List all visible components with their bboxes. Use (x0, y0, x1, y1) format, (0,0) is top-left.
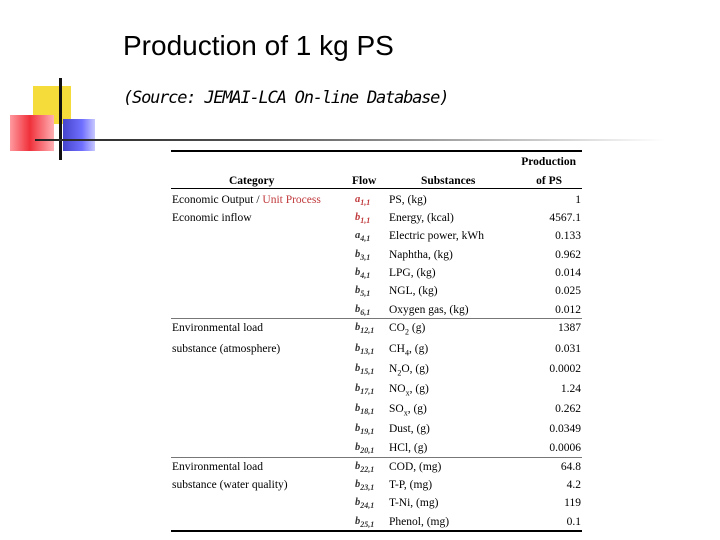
decorative-vertical-line (59, 78, 62, 160)
row-substance-name: NO (389, 383, 406, 395)
row-flow-symbol: b (355, 479, 361, 490)
row-flow-symbol: b (355, 212, 361, 223)
row-substance-subscript: x (403, 408, 408, 418)
row-flow (355, 191, 370, 209)
decorative-horizontal-line (35, 139, 665, 141)
row-flow-symbol: b (355, 249, 361, 260)
row-flow (355, 246, 370, 264)
row-flow (355, 494, 374, 512)
row-category (172, 458, 263, 476)
row-substance-name: CO (389, 322, 405, 334)
row-flow (355, 476, 374, 494)
row-flow (355, 360, 374, 378)
row-substance-name: N (389, 363, 398, 375)
row-flow-index: 6,1 (360, 308, 371, 318)
row-substance-name: NGL, (kg) (389, 285, 438, 297)
row-flow-symbol: a (355, 230, 361, 241)
decorative-red-square (10, 115, 54, 151)
row-substance-name: Naphtha, (kg) (389, 249, 453, 261)
row-flow (355, 209, 370, 227)
row-flow (355, 264, 370, 282)
header-production: Production (521, 156, 576, 168)
row-substance-name: Oxygen gas, (kg) (389, 304, 469, 316)
row-substance (389, 420, 430, 438)
row-category-text: Environmental load (172, 461, 264, 473)
row-flow (355, 340, 374, 358)
row-value: 1387 (558, 322, 581, 334)
row-flow-symbol: b (355, 383, 361, 394)
row-flow-symbol: b (355, 423, 361, 434)
row-flow-index: 4,1 (360, 271, 371, 281)
row-category (172, 319, 263, 337)
row-value: 64.8 (560, 461, 581, 473)
row-substance-name: T-Ni, (mg) (389, 497, 439, 509)
row-flow (355, 400, 374, 418)
row-substance-unit: (g) (408, 322, 426, 334)
slide-title: Production of 1 kg PS (123, 30, 394, 61)
row-substance-name: Phenol, (mg) (389, 516, 450, 528)
row-flow-index: 1,1 (360, 198, 371, 208)
row-substance (389, 227, 484, 245)
row-category-text: substance (atmosphere) (172, 343, 281, 355)
row-flow-symbol: a (355, 194, 361, 205)
row-substance-name: Electric power, kWh (389, 230, 485, 242)
row-flow (355, 513, 374, 531)
row-flow-index: 13,1 (360, 347, 375, 357)
row-flow-index: 5,1 (360, 289, 371, 299)
table-group-rule (171, 318, 582, 319)
row-substance (389, 360, 429, 378)
row-flow-index: 18,1 (360, 407, 375, 417)
row-flow-symbol: b (355, 285, 361, 296)
row-substance-subscript: x (405, 388, 410, 398)
row-substance-name: Dust, (g) (389, 423, 430, 435)
row-substance-name: T-P, (mg) (389, 479, 433, 491)
row-flow-index: 4,1 (360, 234, 371, 244)
row-substance-name: PS, (kg) (389, 194, 427, 206)
row-category-highlight: Unit Process (262, 194, 321, 206)
row-value: 4567.1 (549, 212, 581, 224)
row-flow (355, 301, 370, 319)
row-flow-symbol: b (355, 403, 361, 414)
row-substance (389, 494, 438, 512)
row-value: 1.24 (560, 383, 581, 395)
row-substance (389, 476, 432, 494)
table-header-rule (171, 188, 582, 189)
row-substance-unit: O, (g) (401, 363, 429, 375)
row-value: 0.1 (566, 516, 581, 528)
row-substance (389, 513, 449, 531)
row-flow (355, 439, 374, 457)
row-substance (389, 264, 436, 282)
row-flow-symbol: b (355, 516, 361, 527)
row-value: 0.031 (555, 343, 581, 355)
row-substance-unit: , (g) (409, 383, 429, 395)
row-substance (389, 319, 425, 337)
row-flow-symbol: b (355, 267, 361, 278)
row-value: 4.2 (566, 479, 581, 491)
row-flow (355, 420, 374, 438)
row-flow (355, 319, 374, 337)
row-category (172, 340, 280, 358)
row-value: 1 (575, 194, 581, 206)
row-flow-index: 24,1 (360, 501, 375, 511)
row-value: 0.014 (555, 267, 581, 279)
table-bottom-rule (171, 530, 582, 532)
header-category: Category (229, 175, 275, 187)
row-flow-index: 17,1 (360, 387, 375, 397)
row-category-text: substance (water quality) (172, 479, 288, 491)
row-substance (389, 458, 441, 476)
row-flow-symbol: b (355, 343, 361, 354)
decorative-blue-square (63, 119, 95, 151)
row-substance (389, 400, 427, 418)
row-flow-index: 19,1 (360, 427, 375, 437)
row-substance (389, 209, 454, 227)
row-flow-symbol: b (355, 461, 361, 472)
table-top-rule (171, 150, 582, 152)
row-substance (389, 439, 427, 457)
row-flow (355, 282, 370, 300)
row-category-text: Economic inflow (172, 212, 252, 224)
row-value: 0.0006 (549, 442, 581, 454)
row-substance (389, 282, 438, 300)
header-substances: Substances (421, 175, 476, 187)
header-of-ps: of PS (536, 175, 562, 187)
row-value: 0.012 (555, 304, 581, 316)
row-flow-symbol: b (355, 304, 361, 315)
row-value: 0.0002 (549, 363, 581, 375)
row-substance-name: HCl, (g) (389, 442, 428, 454)
row-substance-name: CH (389, 343, 405, 355)
header-flow: Flow (352, 175, 377, 187)
row-substance-unit: , (g) (407, 403, 427, 415)
row-substance (389, 246, 453, 264)
row-substance (389, 191, 427, 209)
row-substance-name: COD, (mg) (389, 461, 442, 473)
row-value: 0.025 (555, 285, 581, 297)
row-flow-index: 12,1 (360, 326, 375, 336)
row-category (172, 209, 252, 227)
row-flow-index: 1,1 (360, 216, 371, 226)
row-substance-name: Energy, (kcal) (389, 212, 454, 224)
row-value: 0.0349 (549, 423, 581, 435)
row-flow-index: 22,1 (360, 465, 375, 475)
row-flow-symbol: b (355, 363, 361, 374)
row-substance-subscript: 4 (404, 348, 409, 358)
row-flow-symbol: b (355, 497, 361, 508)
row-substance (389, 340, 428, 358)
row-substance-unit: , (g) (408, 343, 429, 355)
row-value: 0.962 (555, 249, 581, 261)
row-value: 119 (564, 497, 581, 509)
slide-subtitle: (Source: JEMAI-LCA On-line Database) (123, 88, 449, 108)
row-category-text: Environmental load (172, 322, 264, 334)
table-group-rule (171, 457, 582, 458)
row-flow-index: 23,1 (360, 483, 375, 493)
row-flow-index: 15,1 (360, 367, 375, 377)
row-flow-index: 3,1 (360, 253, 371, 263)
row-flow-symbol: b (355, 322, 361, 333)
row-flow (355, 458, 374, 476)
row-substance (389, 380, 429, 398)
row-value: 0.262 (555, 403, 581, 415)
row-substance-subscript: 2 (404, 327, 409, 337)
row-substance-subscript: 2 (397, 368, 402, 378)
row-substance (389, 301, 469, 319)
row-category-text: Economic Output / (172, 194, 263, 206)
row-substance-name: LPG, (kg) (389, 267, 436, 279)
row-substance-name: SO (389, 403, 404, 415)
row-category (172, 191, 321, 209)
row-value: 0.133 (555, 230, 581, 242)
row-flow-symbol: b (355, 442, 361, 453)
row-flow-index: 25,1 (360, 520, 375, 530)
row-flow (355, 380, 374, 398)
row-category (172, 476, 288, 494)
row-flow (355, 227, 370, 245)
row-flow-index: 20,1 (360, 446, 375, 456)
